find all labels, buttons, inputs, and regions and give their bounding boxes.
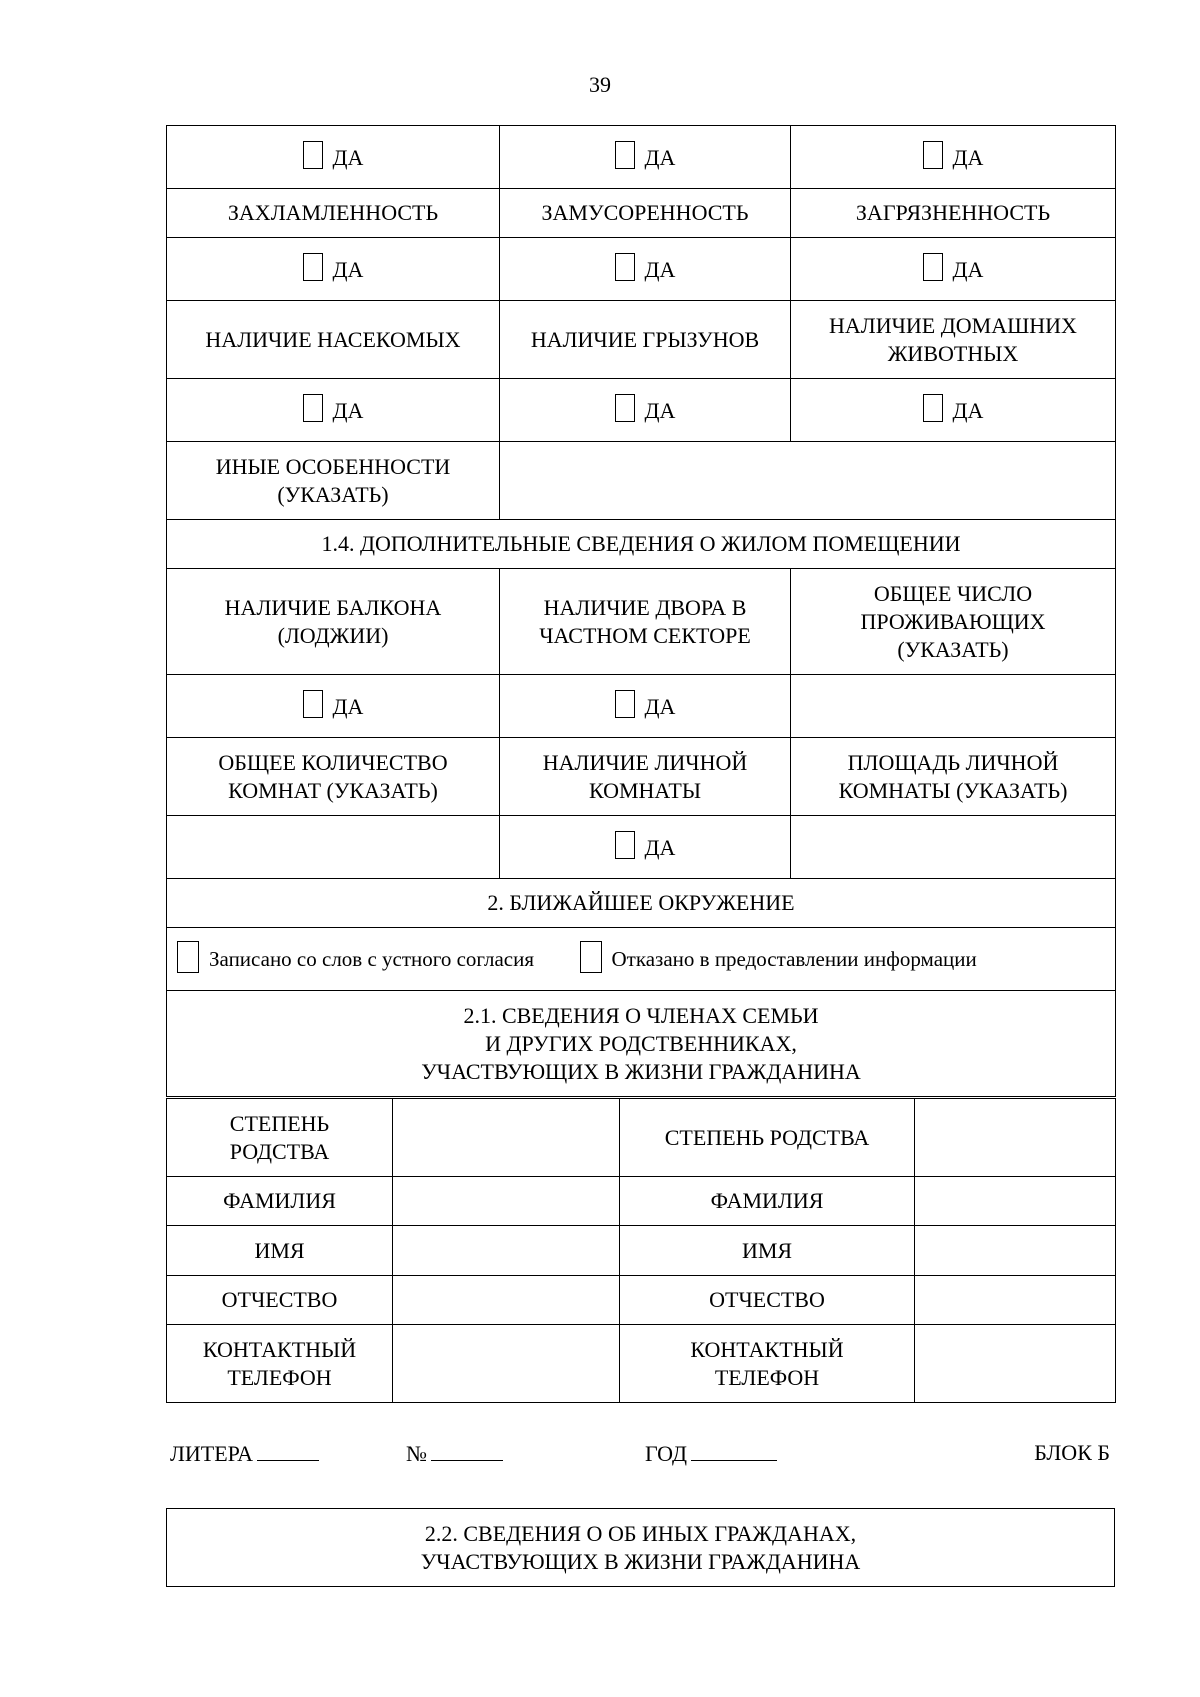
relation-degree-label: СТЕПЕНЬ РОДСТВА bbox=[167, 1099, 393, 1177]
pollution-label: ЗАГРЯЗНЕННОСТЬ bbox=[791, 189, 1116, 238]
consent-option-verbal[interactable] bbox=[177, 943, 534, 975]
pets-label: НАЛИЧИЕ ДОМАШНИХ ЖИВОТНЫХ bbox=[791, 301, 1116, 379]
consent-row bbox=[167, 928, 1116, 991]
other-citizens-table bbox=[166, 1508, 1115, 1587]
label-row bbox=[167, 301, 1116, 379]
litera-field[interactable] bbox=[257, 1440, 319, 1461]
checkbox-cell-balcony[interactable] bbox=[167, 675, 500, 738]
insects-label: НАЛИЧИЕ НАСЕКОМЫХ bbox=[167, 301, 500, 379]
patronymic-field[interactable] bbox=[393, 1276, 620, 1325]
surname-label: ФАМИЛИЯ bbox=[620, 1177, 915, 1226]
phone-label: КОНТАКТНЫЙ ТЕЛЕФОН bbox=[620, 1325, 915, 1403]
consent-options bbox=[167, 928, 1116, 991]
label-row bbox=[167, 569, 1116, 675]
first-name-field[interactable] bbox=[915, 1226, 1116, 1276]
section-header-row bbox=[167, 520, 1116, 569]
relatives-row bbox=[167, 1099, 1116, 1177]
checkbox-cell-pollution[interactable] bbox=[791, 238, 1116, 301]
checkbox-cell-rodents[interactable] bbox=[500, 379, 791, 442]
patronymic-label: ОТЧЕСТВО bbox=[620, 1276, 915, 1325]
label-row bbox=[167, 189, 1116, 238]
checkbox-icon[interactable] bbox=[923, 253, 943, 281]
patronymic-label: ОТЧЕСТВО bbox=[167, 1276, 393, 1325]
checkbox-cell-insects[interactable] bbox=[167, 379, 500, 442]
housing-conditions-table bbox=[166, 125, 1116, 1097]
checkbox-cell-yard[interactable] bbox=[500, 675, 791, 738]
section-1-4-title: 1.4. ДОПОЛНИТЕЛЬНЫЕ СВЕДЕНИЯ О ЖИЛОМ ПОМЕЩЕНИИ bbox=[167, 520, 1116, 569]
consent-option-label: Записано со слов с устного согласия bbox=[209, 947, 534, 972]
rooms-count-field[interactable] bbox=[167, 816, 500, 879]
consent-option-refused[interactable] bbox=[580, 943, 977, 975]
relation-degree-label: СТЕПЕНЬ РОДСТВА bbox=[620, 1099, 915, 1177]
section-header-row bbox=[167, 1509, 1115, 1587]
surname-field[interactable] bbox=[393, 1177, 620, 1226]
relatives-table bbox=[166, 1098, 1116, 1403]
checkbox-label: ДА bbox=[952, 144, 984, 170]
littering-label: ЗАМУСОРЕННОСТЬ bbox=[500, 189, 791, 238]
first-name-label: ИМЯ bbox=[620, 1226, 915, 1276]
relation-degree-field[interactable] bbox=[393, 1099, 620, 1177]
checkbox-cell[interactable] bbox=[500, 126, 791, 189]
phone-field[interactable] bbox=[393, 1325, 620, 1403]
rooms-count-label: ОБЩЕЕ КОЛИЧЕСТВО КОМНАТ (УКАЗАТЬ) bbox=[167, 738, 500, 816]
checkbox-label: ДА bbox=[644, 256, 676, 282]
input-row bbox=[167, 816, 1116, 879]
residents-label: ОБЩЕЕ ЧИСЛО ПРОЖИВАЮЩИХ (УКАЗАТЬ) bbox=[791, 569, 1116, 675]
phone-field[interactable] bbox=[915, 1325, 1116, 1403]
room-area-field[interactable] bbox=[791, 816, 1116, 879]
private-room-label: НАЛИЧИЕ ЛИЧНОЙ КОМНАТЫ bbox=[500, 738, 791, 816]
rodents-label: НАЛИЧИЕ ГРЫЗУНОВ bbox=[500, 301, 791, 379]
checkbox-label: ДА bbox=[332, 256, 364, 282]
checkbox-cell-private-room[interactable] bbox=[500, 816, 791, 879]
relatives-row bbox=[167, 1276, 1116, 1325]
checkbox-cell-littering[interactable] bbox=[500, 238, 791, 301]
checkbox-row bbox=[167, 238, 1116, 301]
checkbox-cell[interactable] bbox=[167, 126, 500, 189]
checkbox-label: ДА bbox=[644, 144, 676, 170]
surname-label: ФАМИЛИЯ bbox=[167, 1177, 393, 1226]
relation-degree-field[interactable] bbox=[915, 1099, 1116, 1177]
year-field[interactable] bbox=[691, 1440, 777, 1461]
surname-field[interactable] bbox=[915, 1177, 1116, 1226]
checkbox-icon[interactable] bbox=[923, 394, 943, 422]
yard-label: НАЛИЧИЕ ДВОРА В ЧАСТНОМ СЕКТОРЕ bbox=[500, 569, 791, 675]
checkbox-label: ДА bbox=[952, 397, 984, 423]
checkbox-label: ДА bbox=[332, 144, 364, 170]
room-area-label: ПЛОЩАДЬ ЛИЧНОЙ КОМНАТЫ (УКАЗАТЬ) bbox=[791, 738, 1116, 816]
litera-label: ЛИТЕРА bbox=[170, 1441, 253, 1466]
checkbox-label: ДА bbox=[332, 397, 364, 423]
checkbox-row bbox=[167, 675, 1116, 738]
checkbox-icon[interactable] bbox=[303, 253, 323, 281]
residents-count-field[interactable] bbox=[791, 675, 1116, 738]
page-number: 39 bbox=[589, 72, 611, 97]
checkbox-icon[interactable] bbox=[303, 690, 323, 718]
checkbox-row bbox=[167, 126, 1116, 189]
first-name-field[interactable] bbox=[393, 1226, 620, 1276]
checkbox-icon[interactable] bbox=[177, 941, 199, 973]
number-label: № bbox=[406, 1441, 427, 1466]
checkbox-icon[interactable] bbox=[303, 394, 323, 422]
checkbox-label: ДА bbox=[952, 256, 984, 282]
section-header-row bbox=[167, 991, 1116, 1097]
litera-item bbox=[170, 1440, 319, 1467]
checkbox-icon[interactable] bbox=[580, 941, 602, 973]
relatives-row bbox=[167, 1226, 1116, 1276]
checkbox-icon[interactable] bbox=[615, 141, 635, 169]
relatives-row bbox=[167, 1177, 1116, 1226]
phone-label: КОНТАКТНЫЙ ТЕЛЕФОН bbox=[167, 1325, 393, 1403]
clutter-label: ЗАХЛАМЛЕННОСТЬ bbox=[167, 189, 500, 238]
checkbox-label: ДА bbox=[332, 693, 364, 719]
section-2-title: 2. БЛИЖАЙШЕЕ ОКРУЖЕНИЕ bbox=[167, 879, 1116, 928]
checkbox-cell-pets[interactable] bbox=[791, 379, 1116, 442]
section-2-1-title: 2.1. СВЕДЕНИЯ О ЧЛЕНАХ СЕМЬИ И ДРУГИХ РОДСТВЕННИКАХ, УЧАСТВУЮЩИХ В ЖИЗНИ ГРАЖДАНИНА bbox=[167, 991, 1116, 1097]
other-features-row bbox=[167, 442, 1116, 520]
checkbox-icon[interactable] bbox=[615, 394, 635, 422]
checkbox-icon[interactable] bbox=[615, 690, 635, 718]
year-item bbox=[645, 1440, 777, 1467]
balcony-label: НАЛИЧИЕ БАЛКОНА (ЛОДЖИИ) bbox=[167, 569, 500, 675]
checkbox-cell-clutter[interactable] bbox=[167, 238, 500, 301]
first-name-label: ИМЯ bbox=[167, 1226, 393, 1276]
checkbox-icon[interactable] bbox=[923, 141, 943, 169]
block-label: БЛОК Б bbox=[1034, 1440, 1110, 1465]
checkbox-label: ДА bbox=[644, 693, 676, 719]
relatives-row bbox=[167, 1325, 1116, 1403]
checkbox-cell[interactable] bbox=[791, 126, 1116, 189]
other-features-label: ИНЫЕ ОСОБЕННОСТИ (УКАЗАТЬ) bbox=[167, 442, 500, 520]
checkbox-label: ДА bbox=[644, 834, 676, 860]
section-2-2-title: 2.2. СВЕДЕНИЯ О ОБ ИНЫХ ГРАЖДАНАХ, УЧАСТВУЮЩИХ В ЖИЗНИ ГРАЖДАНИНА bbox=[167, 1509, 1115, 1587]
checkbox-icon[interactable] bbox=[615, 253, 635, 281]
checkbox-icon[interactable] bbox=[615, 831, 635, 859]
checkbox-label: ДА bbox=[644, 397, 676, 423]
year-label: ГОД bbox=[645, 1441, 687, 1466]
other-features-field[interactable] bbox=[500, 442, 1116, 520]
section-header-row bbox=[167, 879, 1116, 928]
checkbox-row bbox=[167, 379, 1116, 442]
label-row bbox=[167, 738, 1116, 816]
number-item bbox=[406, 1440, 503, 1467]
patronymic-field[interactable] bbox=[915, 1276, 1116, 1325]
consent-option-label: Отказано в предоставлении информации bbox=[611, 947, 977, 972]
form-footer bbox=[170, 1440, 1110, 1470]
checkbox-icon[interactable] bbox=[303, 141, 323, 169]
number-field[interactable] bbox=[431, 1440, 503, 1461]
